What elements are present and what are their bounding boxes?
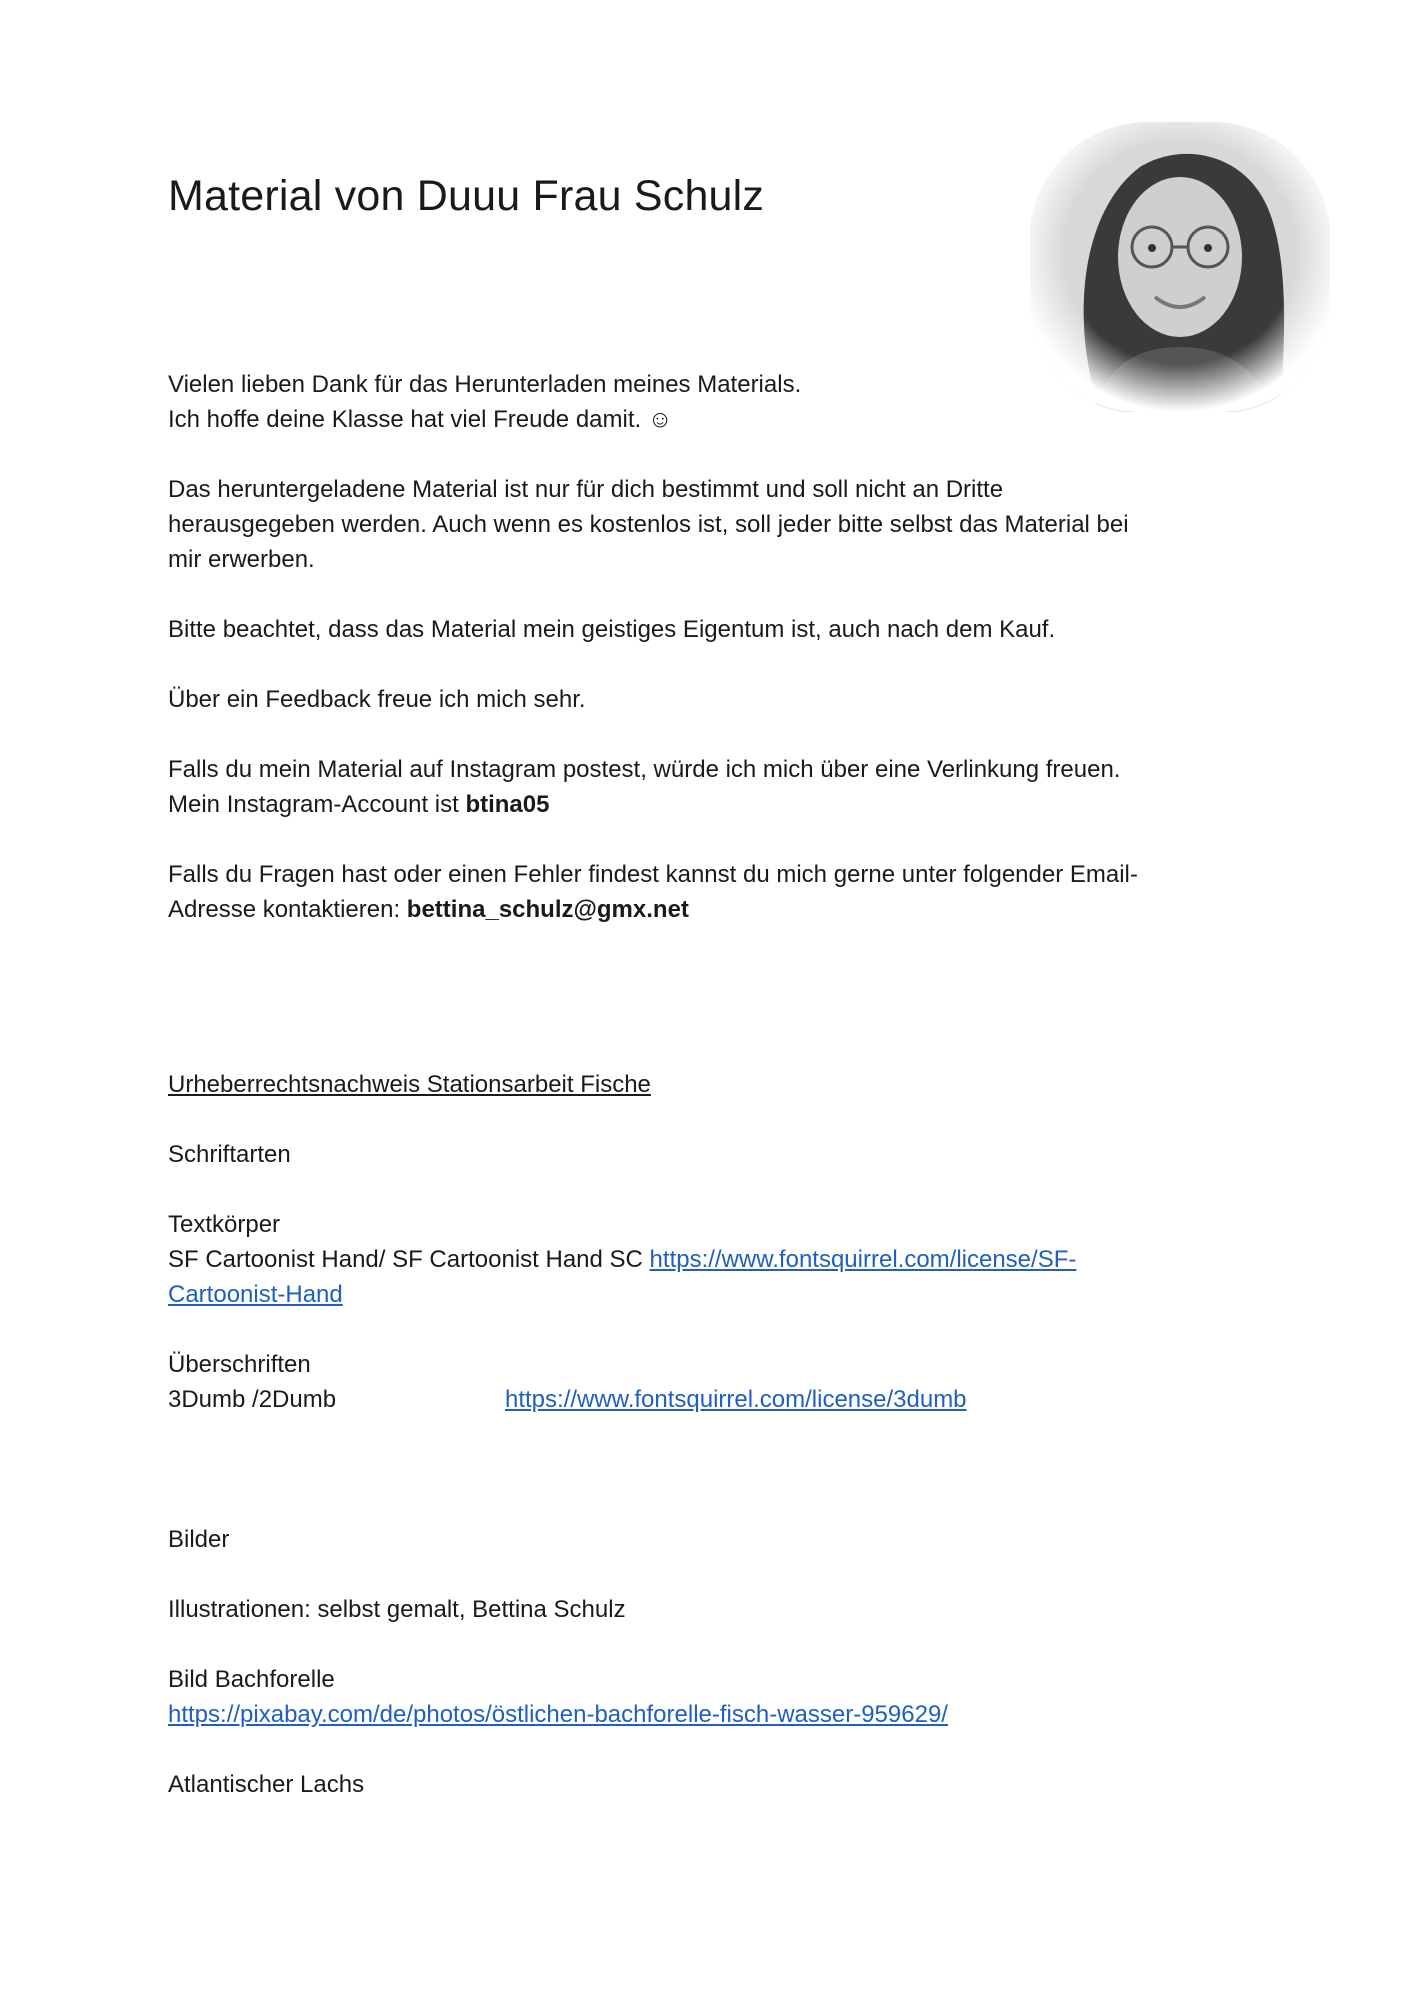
feedback-paragraph: Über ein Feedback freue ich mich sehr. bbox=[168, 686, 586, 713]
notice-paragraph: Bitte beachtet, dass das Material mein geistiges Eigentum ist, auch nach dem Kauf. bbox=[168, 616, 1056, 643]
trout-credit bbox=[168, 1662, 1278, 1732]
headings-font-license-link[interactable]: https://www.fontsquirrel.com/license/3dumb bbox=[505, 1386, 967, 1413]
instagram-paragraph bbox=[168, 752, 1278, 822]
headings-font-label: Überschriften bbox=[168, 1351, 311, 1378]
body-font-credit bbox=[168, 1207, 1278, 1312]
salmon-credit: Atlantischer Lachs bbox=[168, 1771, 365, 1798]
page-title: Material von Duuu Frau Schulz bbox=[168, 172, 765, 220]
intro-line-1: Vielen lieben Dank für das Herunterladen meines Materials. bbox=[168, 371, 802, 398]
body-font-url-part-2: Cartoonist-Hand bbox=[168, 1281, 343, 1308]
credits-heading: Urheberrechtsnachweis Stationsarbeit Fische bbox=[168, 1071, 651, 1098]
intro-line-2: Ich hoffe deine Klasse hat viel Freude damit. ☺ bbox=[168, 406, 673, 433]
intro-paragraph bbox=[168, 367, 1278, 437]
contact-line-1: Falls du Fragen hast oder einen Fehler findest kannst du mich gerne unter folgender Email- bbox=[168, 861, 1138, 888]
rights-line-3: mir erwerben. bbox=[168, 546, 315, 573]
rights-paragraph bbox=[168, 472, 1278, 577]
images-heading: Bilder bbox=[168, 1526, 230, 1553]
instagram-line-1: Falls du mein Material auf Instagram postest, würde ich mich über eine Verlinkung freuen. bbox=[168, 756, 1121, 783]
instagram-account: btina05 bbox=[465, 791, 550, 818]
contact-email: bettina_schulz@gmx.net bbox=[406, 896, 689, 923]
instagram-line-2-prefix: Mein Instagram-Account ist bbox=[168, 791, 466, 818]
contact-paragraph bbox=[168, 857, 1278, 927]
contact-line-2-prefix: Adresse kontaktieren: bbox=[168, 896, 407, 923]
fonts-heading: Schriftarten bbox=[168, 1141, 291, 1168]
body-font-url-part-1: https://www.fontsquirrel.com/license/SF- bbox=[649, 1246, 1077, 1273]
headings-font-name: 3Dumb /2Dumb bbox=[168, 1386, 337, 1413]
rights-line-1: Das heruntergeladene Material ist nur für dich bestimmt und soll nicht an Dritte bbox=[168, 476, 1004, 503]
headings-font-credit bbox=[168, 1347, 1278, 1417]
trout-image-link[interactable]: https://pixabay.com/de/photos/östlichen-bachforelle-fisch-wasser-959629/ bbox=[168, 1701, 948, 1728]
body-font-name: SF Cartoonist Hand/ SF Cartoonist Hand SC bbox=[168, 1246, 650, 1273]
body-font-label: Textkörper bbox=[168, 1211, 281, 1238]
rights-line-2: herausgegeben werden. Auch wenn es kostenlos ist, soll jeder bitte selbst das Material bei bbox=[168, 511, 1129, 538]
illustrations-credit: Illustrationen: selbst gemalt, Bettina Schulz bbox=[168, 1596, 626, 1623]
trout-label: Bild Bachforelle bbox=[168, 1666, 335, 1693]
